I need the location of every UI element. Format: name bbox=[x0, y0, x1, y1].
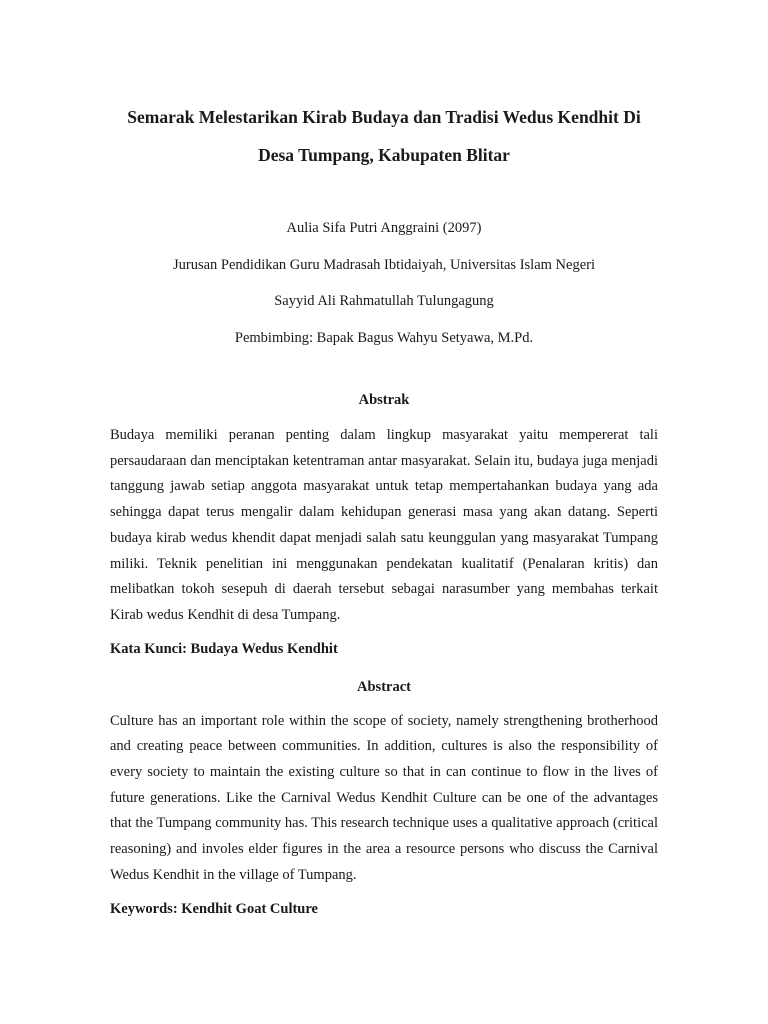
keywords: Keywords: Kendhit Goat Culture bbox=[110, 900, 318, 917]
title-line-1: Semarak Melestarikan Kirab Budaya dan Tradisi Wedus Kendhit Di bbox=[127, 107, 641, 127]
author-name: Aulia Sifa Putri Anggraini (2097) bbox=[286, 220, 482, 236]
kata-kunci: Kata Kunci: Budaya Wedus Kendhit bbox=[110, 640, 338, 657]
abstract-body: Culture has an important role within the scope of society, namely strengthening brotherhood and creating peace between communities. In addition, cultures is also the responsibility of every society to maintain the existing culture so that in can continue to flow in the lives of future generations. Like the Carnival Wedus Kendhit Culture can be one of the advantages that the Tumpang community has. This research technique uses a qualitative approach (critical reasoning) and involes elder figures in the area a resource persons who discuss the Carnival Wedus Kendhit in the village of Tumpang. bbox=[110, 712, 658, 883]
affiliation-line-1: Jurusan Pendidikan Guru Madrasah Ibtidaiyah, Universitas Islam Negeri bbox=[172, 256, 595, 273]
supervisor: Pembimbing: Bapak Bagus Wahyu Setyawa, M.Pd. bbox=[234, 329, 534, 346]
abstract-heading: Abstract bbox=[357, 678, 411, 695]
affiliation-line-2: Sayyid Ali Rahmatullah Tulungagung bbox=[274, 293, 494, 309]
paper-title bbox=[110, 0, 658, 174]
title-line-2: Desa Tumpang, Kabupaten Blitar bbox=[258, 145, 510, 165]
abstrak-heading: Abstrak bbox=[358, 392, 410, 408]
abstrak-body: Budaya memiliki peranan penting dalam lingkup masyarakat yaitu mempererat tali persaudaraan dan menciptakan ketentraman antar masyarakat. Selain itu, budaya juga menjadi tanggung jawab setiap anggota masyarakat untuk tetap mempertahankan budaya yang ada sehingga dapat terus mengalir dalam kehidupan generasi masa yang akan datang. Seperti budaya kirab wedus khendit dapat menjadi salah satu keunggulan yang masyarakat Tumpang miliki. Teknik penelitian ini menggunakan pendekatan kualitatif (Penalaran kritis) dan melibatkan tokoh sesepuh di daerah tersebut sebagai narasumber yang membahas terkait Kirab wedus Kendhit di desa Tumpang. bbox=[110, 427, 658, 623]
author-block bbox=[110, 216, 658, 362]
